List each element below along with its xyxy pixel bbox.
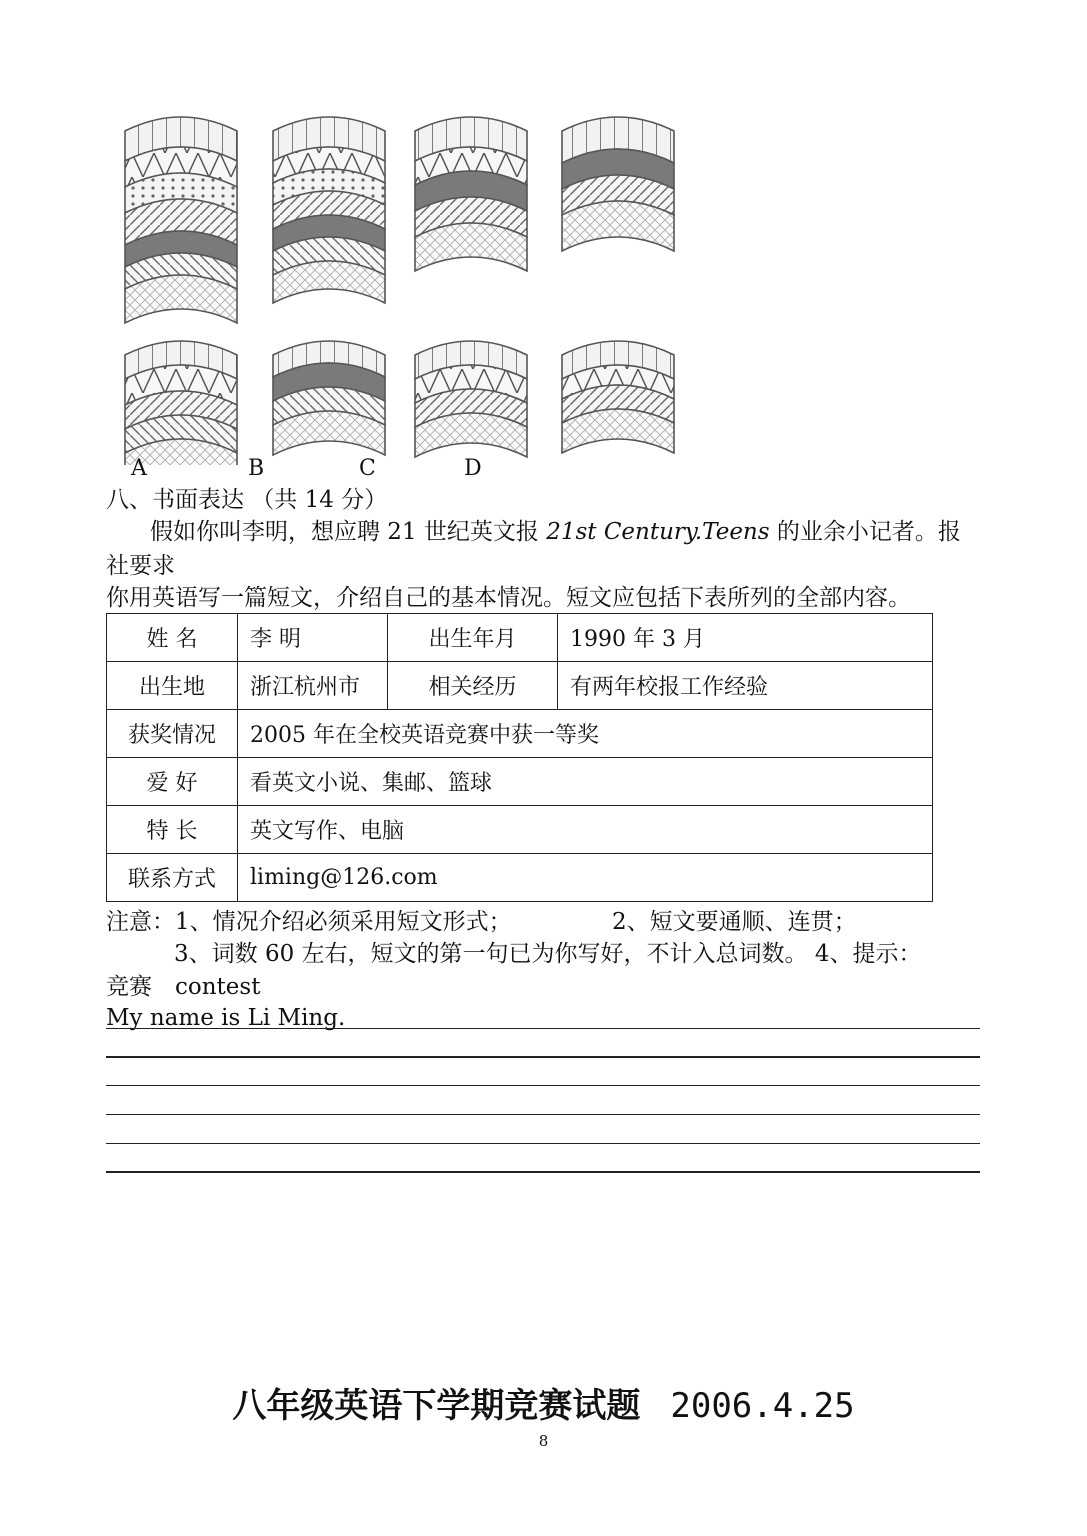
award-value: 2005 年在全校英语竞赛中获一等奖	[238, 710, 933, 758]
answer-line[interactable]	[106, 1028, 980, 1029]
name-label: 姓 名	[107, 614, 238, 662]
prompt-text-a: 假如你叫李明，想应聘 21 世纪英文报	[150, 519, 547, 545]
prompt-line-2: 社要求	[106, 553, 175, 579]
rock-layer	[125, 275, 237, 323]
birth-value: 1990 年 3 月	[558, 614, 933, 662]
place-label: 出生地	[107, 662, 238, 710]
exam-date: 2006.4.25	[670, 1386, 855, 1426]
section-title: 八、书面表达 （共 14 分）	[106, 487, 388, 513]
table-row	[107, 614, 933, 662]
skill-value: 英文写作、电脑	[238, 806, 933, 854]
rock-layer	[415, 223, 527, 271]
table-row	[107, 806, 933, 854]
rock-layer	[562, 409, 674, 453]
rock-layer	[562, 201, 674, 251]
contact-label: 联系方式	[107, 854, 238, 902]
exam-title: 八年级英语下学期竞赛试题	[232, 1386, 641, 1426]
answer-line[interactable]	[106, 1114, 980, 1115]
option-label-a: A	[131, 456, 147, 481]
contact-value: liming@126.com	[238, 854, 933, 902]
prompt-line-3: 你用英语写一篇短文，介绍自己的基本情况。短文应包括下表所列的全部内容。	[106, 585, 911, 611]
birth-label: 出生年月	[388, 614, 558, 662]
answer-line[interactable]	[106, 1143, 980, 1144]
table-row	[107, 758, 933, 806]
prompt-line-1	[150, 516, 961, 548]
table-row	[107, 854, 933, 902]
answer-line[interactable]	[106, 1085, 980, 1086]
layer-diagrams	[110, 105, 700, 465]
info-table	[106, 613, 933, 902]
footer-title	[0, 1378, 1087, 1427]
award-label: 获奖情况	[107, 710, 238, 758]
hobby-value: 看英文小说、集邮、篮球	[238, 758, 933, 806]
place-value: 浙江杭州市	[238, 662, 388, 710]
name-value: 李 明	[238, 614, 388, 662]
experience-value: 有两年校报工作经验	[558, 662, 933, 710]
hobby-label: 爱 好	[107, 758, 238, 806]
table-row	[107, 710, 933, 758]
answer-first-sentence: My name is Li Ming.	[106, 1005, 346, 1031]
skill-label: 特 长	[107, 806, 238, 854]
prompt-text-b: 的业余小记者。报	[769, 519, 961, 545]
option-label-c: C	[359, 456, 376, 481]
answer-line[interactable]	[106, 1056, 980, 1058]
option-label-b: B	[248, 456, 265, 481]
note-line-1a: 注意：1、情况介绍必须采用短文形式；	[106, 909, 512, 935]
rock-layer	[415, 413, 527, 457]
table-row	[107, 662, 933, 710]
answer-line[interactable]	[106, 1171, 980, 1173]
note-line-1b: 2、短文要通顺、连贯；	[612, 909, 857, 935]
experience-label: 相关经历	[388, 662, 558, 710]
option-label-d: D	[464, 456, 482, 481]
note-line-3: 竞赛 contest	[106, 974, 261, 1000]
newspaper-name: 21st Century.Teens	[546, 519, 770, 545]
page-number: 8	[538, 1432, 549, 1450]
note-line-2: 3、词数 60 左右，短文的第一句已为你写好，不计入总词数。 4、提示：	[174, 941, 922, 967]
rock-layer	[273, 261, 385, 303]
rock-layer	[273, 411, 385, 455]
